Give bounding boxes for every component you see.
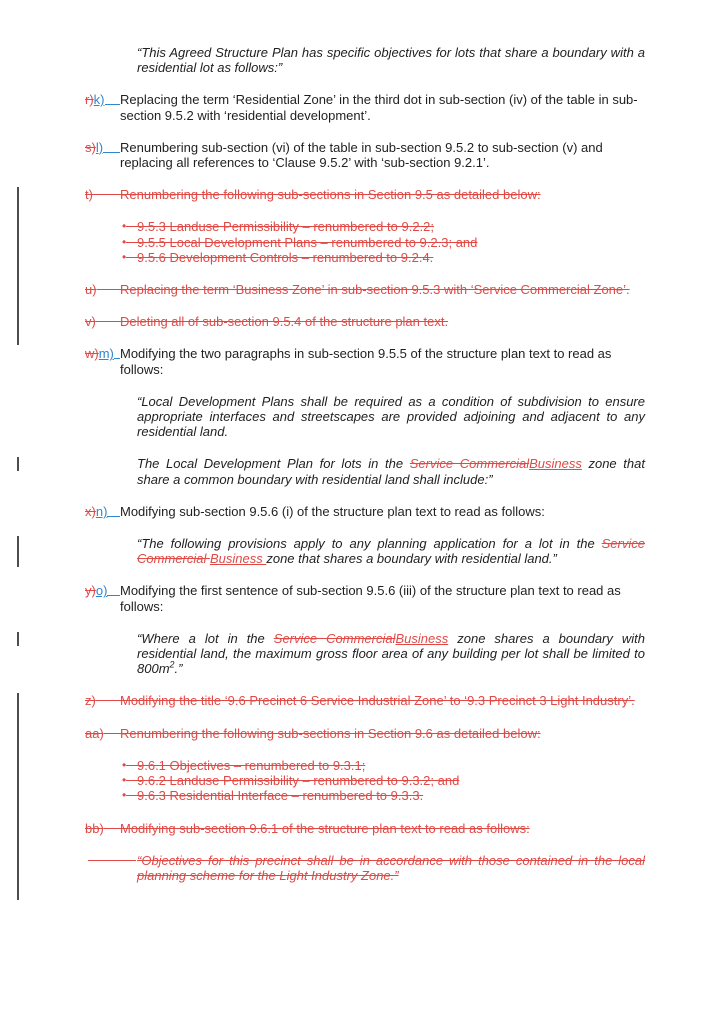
deleted-label: z) bbox=[85, 693, 96, 709]
bullet-marker bbox=[122, 250, 137, 265]
bullet-text: 9.5.6 Development Controls – renumbered to 9.2.4. bbox=[137, 249, 434, 265]
bullet-item bbox=[122, 773, 645, 788]
bullet-text: 9.6.1 Objectives – renumbered to 9.3.1; bbox=[137, 757, 366, 773]
deleted-tab-strike bbox=[126, 780, 137, 781]
bullet-dot-icon: • bbox=[122, 757, 127, 772]
bullet-dot-icon: • bbox=[122, 219, 127, 234]
bullet-item bbox=[122, 758, 645, 773]
change-bar bbox=[17, 187, 19, 345]
quote-local-development-plans-1: “Local Development Plans shall be required as a condition of subdivision to ensure appropriate interfaces and streetscapes are provided adjoining and adjacent to any residential land. bbox=[137, 393, 645, 440]
deleted-label: r) bbox=[85, 92, 94, 108]
bullet-text: 9.5.3 Landuse Permissibility – renumbered to 9.2.2; bbox=[137, 219, 435, 235]
deleted-quote-text: “Objectives for this precinct shall be in accordance with those contained in the local planning scheme for the Light Industry Zone.” bbox=[137, 852, 645, 883]
item-l bbox=[85, 140, 645, 170]
item-o-text: Modifying the first sentence of sub-section 9.5.6 (iii) of the structure plan text to read as follows: bbox=[120, 583, 621, 614]
item-o bbox=[85, 583, 645, 613]
item-t bbox=[85, 187, 645, 202]
item-v-label bbox=[85, 314, 120, 329]
item-m bbox=[85, 346, 645, 376]
item-u-text: Replacing the term ‘Business Zone’ in sub-section 9.5.3 with ‘Service Commercial Zone’. bbox=[120, 282, 630, 298]
item-n bbox=[85, 504, 645, 519]
bullet-marker bbox=[122, 773, 137, 788]
deleted-tab-strike bbox=[104, 733, 120, 734]
deleted-tab-strike bbox=[126, 226, 137, 227]
deleted-label: w) bbox=[85, 346, 99, 362]
item-l-label bbox=[85, 140, 120, 155]
quote-objectives-deleted bbox=[137, 853, 645, 883]
deleted-label: x) bbox=[85, 503, 96, 519]
item-bb-text: Modifying sub-section 9.6.1 of the structure plan text to read as follows: bbox=[120, 820, 530, 836]
change-bar bbox=[17, 693, 19, 900]
deleted-tab-strike bbox=[104, 828, 120, 829]
deleted-tab-strike bbox=[126, 257, 137, 258]
bullet-marker bbox=[122, 219, 137, 234]
deleted-tab-strike bbox=[93, 194, 120, 195]
bullet-dot-icon: • bbox=[122, 788, 127, 803]
deleted-tab-strike bbox=[88, 860, 136, 861]
item-n-label bbox=[85, 504, 120, 519]
bullet-item bbox=[122, 219, 645, 234]
quote-text: zone that share a common boundary with residential land shall include:” bbox=[137, 456, 645, 487]
deleted-label: u) bbox=[85, 282, 97, 298]
item-bb bbox=[85, 821, 645, 836]
deleted-bullet-list-9-6 bbox=[122, 758, 645, 804]
quote-provisions bbox=[137, 536, 645, 566]
inserted-label: o) bbox=[95, 583, 108, 599]
change-bar bbox=[17, 536, 19, 567]
quote-text: zone that shares a boundary with residential land.” bbox=[266, 551, 557, 567]
item-t-text: Renumbering the following sub-sections in Section 9.5 as detailed below: bbox=[120, 187, 541, 203]
item-u-label bbox=[85, 282, 120, 297]
inserted-tab-underline bbox=[107, 516, 120, 517]
deleted-text: Service Commercial bbox=[409, 456, 530, 472]
superscript: 2 bbox=[169, 659, 175, 670]
bullet-marker bbox=[122, 235, 137, 250]
bullet-item bbox=[122, 250, 645, 265]
item-k bbox=[85, 92, 645, 122]
deleted-label: s) bbox=[85, 139, 96, 155]
item-o-label bbox=[85, 583, 120, 598]
inserted-label: l) bbox=[95, 139, 104, 155]
deleted-label: t) bbox=[85, 187, 93, 203]
quote-text: .” bbox=[174, 661, 183, 677]
quote-text: The Local Development Plan for lots in the bbox=[137, 456, 410, 472]
deleted-tab-strike bbox=[126, 765, 137, 766]
deleted-tab-strike bbox=[126, 242, 137, 243]
item-n-text: Modifying sub-section 9.5.6 (i) of the structure plan text to read as follows: bbox=[120, 503, 545, 519]
deleted-label: bb) bbox=[85, 820, 104, 836]
item-v-text: Deleting all of sub-section 9.5.4 of the structure plan text. bbox=[120, 314, 449, 330]
item-m-label bbox=[85, 346, 120, 361]
item-z bbox=[85, 693, 645, 708]
item-m-text: Modifying the two paragraphs in sub-section 9.5.5 of the structure plan text to read as follows: bbox=[120, 346, 612, 377]
item-bb-label bbox=[85, 821, 120, 836]
inserted-tab-underline bbox=[103, 152, 120, 153]
item-k-label bbox=[85, 92, 120, 107]
quote-text: “The following provisions apply to any planning application for a lot in the bbox=[137, 536, 602, 552]
change-bar bbox=[17, 457, 19, 471]
item-aa bbox=[85, 726, 645, 741]
bullet-marker bbox=[122, 758, 137, 773]
deleted-label: aa) bbox=[85, 725, 104, 741]
change-bar bbox=[17, 632, 19, 646]
inserted-text: Business bbox=[395, 630, 449, 646]
bullet-text: 9.5.5 Local Development Plans – renumbered to 9.2.3; and bbox=[137, 234, 478, 250]
inserted-text: Business bbox=[529, 456, 582, 472]
intro-quote: “This Agreed Structure Plan has specific objectives for lots that share a boundary with a residential lot as follows:” bbox=[137, 45, 645, 76]
deleted-bullet-list-9-5 bbox=[122, 219, 645, 265]
item-t-label bbox=[85, 187, 120, 202]
item-aa-label bbox=[85, 726, 120, 741]
bullet-text: 9.6.3 Residential Interface – renumbered to 9.3.3. bbox=[137, 788, 424, 804]
item-z-label bbox=[85, 693, 120, 708]
inserted-label: m) bbox=[98, 346, 114, 362]
quote-text: zone shares a boundary with residential land, the maximum gross floor area of any building per lot shall be limited to 800m bbox=[137, 630, 646, 677]
bullet-text: 9.6.2 Landuse Permissibility – renumbered to 9.3.2; and bbox=[137, 773, 460, 789]
inserted-label: k) bbox=[93, 92, 105, 108]
deleted-text: Service Commercial bbox=[273, 630, 396, 646]
quote-text: “Where a lot in the bbox=[137, 630, 274, 646]
bullet-dot-icon: • bbox=[122, 234, 127, 249]
deleted-tab-strike bbox=[96, 700, 120, 701]
inserted-tab-underline bbox=[105, 104, 120, 105]
bullet-item bbox=[122, 235, 645, 250]
bullet-dot-icon: • bbox=[122, 773, 127, 788]
item-aa-text: Renumbering the following sub-sections in Section 9.6 as detailed below: bbox=[120, 725, 541, 741]
deleted-label: y) bbox=[85, 583, 96, 599]
deleted-tab-strike bbox=[96, 321, 120, 322]
deleted-label: v) bbox=[85, 314, 96, 330]
inserted-text: Business bbox=[209, 551, 267, 567]
bullet-marker bbox=[122, 788, 137, 803]
bullet-dot-icon: • bbox=[122, 249, 127, 264]
quote-gross-floor-area bbox=[137, 631, 645, 677]
deleted-tab-strike bbox=[126, 795, 137, 796]
item-l-text: Renumbering sub-section (vi) of the table in sub-section 9.5.2 to sub-section (v) and replacing all references to ‘Clause 9.5.2’ with ‘sub-section 9.2.1’. bbox=[120, 139, 603, 171]
item-u bbox=[85, 282, 645, 297]
item-v bbox=[85, 314, 645, 329]
deleted-tab-strike bbox=[97, 289, 120, 290]
inserted-tab-underline bbox=[107, 595, 120, 596]
bullet-item bbox=[122, 788, 645, 803]
item-k-text: Replacing the term ‘Residential Zone’ in the third dot in sub-section (iv) of the table in sub-section 9.5.2 with ‘residential development’. bbox=[120, 92, 638, 123]
quote-local-development-plans-2 bbox=[137, 456, 645, 486]
deleted-text: Service Commercial bbox=[137, 536, 645, 567]
inserted-label: n) bbox=[95, 503, 108, 519]
item-z-text: Modifying the title ‘9.6 Precinct 6 Service Industrial Zone’ to ‘9.3 Precinct 3 Light Industry’. bbox=[120, 693, 635, 709]
